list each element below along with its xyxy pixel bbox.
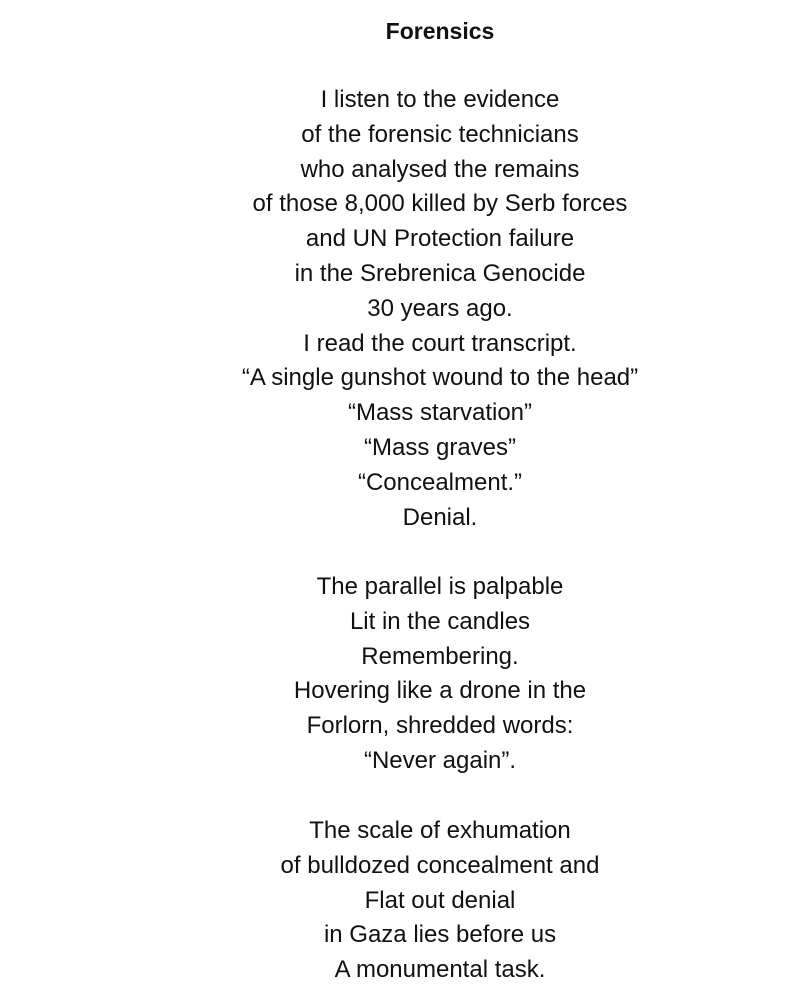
poem-line: The parallel is palpable <box>316 573 564 600</box>
poem-line: of bulldozed concealment and <box>280 851 600 879</box>
poem-line: “Never again”. <box>363 746 517 774</box>
poem-line: Lit in the candles <box>349 607 531 635</box>
poem-line: “Mass starvation” <box>347 399 533 427</box>
stanza-2 <box>0 570 800 779</box>
poem-line: A monumental task. <box>334 956 546 984</box>
poem-title: Forensics <box>385 18 495 44</box>
poem-line: in the Srebrenica Genocide <box>294 259 586 287</box>
poem-line: 30 years ago. <box>367 294 513 322</box>
poem-line: of the forensic technicians <box>301 120 579 148</box>
poem-line: “Concealment.” <box>357 468 523 496</box>
stanza-3 <box>0 814 800 988</box>
poem-line: of those 8,000 killed by Serb forces <box>252 190 628 218</box>
stanza-1 <box>0 83 800 535</box>
poem-line: Flat out denial <box>364 886 516 914</box>
poem-line: Forlorn, shredded words: <box>306 712 574 740</box>
poem-line: The scale of exhumation <box>309 817 571 844</box>
poem-line: in Gaza lies before us <box>323 921 557 949</box>
poem-line: who analysed the remains <box>300 155 580 183</box>
poem-line: “Mass graves” <box>363 433 517 461</box>
poem-line: I read the court transcript. <box>303 329 577 357</box>
poem-line: I listen to the evidence <box>320 86 560 113</box>
poem-line: Remembering. <box>361 642 519 670</box>
poem-line: and UN Protection failure <box>305 225 575 253</box>
poem-line: Denial. <box>402 503 478 531</box>
poem-line: Hovering like a drone in the <box>293 677 587 705</box>
poem-line: “A single gunshot wound to the head” <box>241 364 639 392</box>
